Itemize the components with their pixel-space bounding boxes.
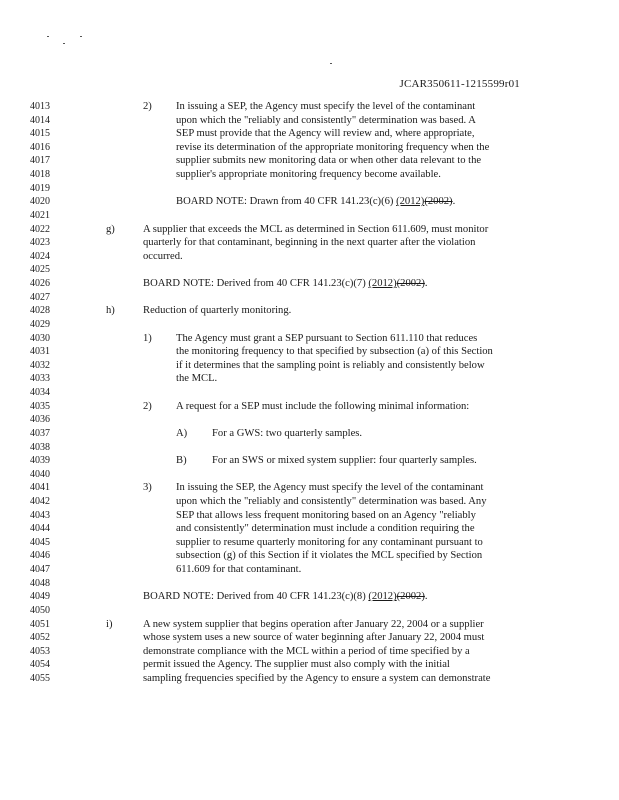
line-number: 4044 [30, 523, 50, 535]
line-number: 4039 [30, 455, 50, 467]
line-number: 4030 [30, 332, 50, 344]
deleted-text: (2002) [396, 278, 425, 290]
line-number: 4045 [30, 536, 50, 548]
inserted-text: (2012) [396, 196, 425, 208]
document-line [0, 645, 619, 659]
document-line [0, 495, 619, 509]
document-line [0, 168, 619, 182]
line-number: 4050 [30, 604, 50, 616]
line-number: 4020 [30, 196, 50, 208]
board-note: BOARD NOTE: Drawn from 40 CFR 141.23(c)(6) (2012)(2002). [176, 196, 456, 208]
line-text: In issuing the SEP, the Agency must specify the level of the contaminant [176, 482, 484, 494]
line-text: For an SWS or mixed system supplier: four quarterly samples. [212, 455, 477, 467]
line-number: 4014 [30, 114, 50, 126]
deleted-text: (2002) [424, 196, 453, 208]
line-number: 4023 [30, 237, 50, 249]
line-number: 4018 [30, 169, 50, 181]
line-number: 4022 [30, 223, 50, 235]
scan-speck [80, 36, 82, 37]
line-number: 4046 [30, 550, 50, 562]
line-text: demonstrate compliance with the MCL within a period of time specified by a [143, 645, 470, 657]
line-number: 4031 [30, 346, 50, 358]
line-number: 4013 [30, 101, 50, 112]
section-marker: A) [176, 427, 188, 439]
document-id: JCAR350611-1215599r01 [399, 78, 520, 90]
document-line [0, 658, 619, 672]
document-line [0, 563, 619, 577]
line-text: whose system uses a new source of water beginning after January 22, 2004 must [143, 632, 485, 644]
line-number: 4048 [30, 577, 50, 589]
line-text: In issuing a SEP, the Agency must specify the level of the contaminant [176, 101, 476, 112]
line-number: 4015 [30, 128, 50, 140]
line-number: 4021 [30, 209, 50, 221]
line-number: 4042 [30, 495, 50, 507]
section-marker: B) [176, 455, 187, 467]
line-number: 4016 [30, 141, 50, 153]
document-line [0, 263, 619, 277]
document-line [0, 100, 619, 114]
line-text: 611.609 for that contaminant. [176, 564, 302, 576]
scan-speck [63, 43, 65, 44]
section-marker: 1) [143, 332, 152, 344]
document-line [0, 427, 619, 441]
line-text: if it determines that the sampling point is reliably and consistently below [176, 359, 485, 371]
line-number: 4034 [30, 387, 50, 399]
line-number: 4019 [30, 182, 50, 194]
document-line [0, 413, 619, 427]
line-text: revise its determination of the appropriate monitoring frequency when the [176, 141, 490, 153]
inserted-text: (2012) [368, 278, 397, 290]
document-line [0, 536, 619, 550]
document-line [0, 590, 619, 604]
section-marker: 3) [143, 482, 152, 494]
document-line [0, 318, 619, 332]
line-text: A new system supplier that begins operation after January 22, 2004 or a supplier [143, 618, 484, 630]
document-line [0, 618, 619, 632]
scan-speck [330, 63, 332, 64]
section-marker: 2) [143, 101, 152, 112]
document-line [0, 454, 619, 468]
document-line [0, 154, 619, 168]
document-line [0, 509, 619, 523]
document-line [0, 250, 619, 264]
line-text: A request for a SEP must include the following minimal information: [176, 400, 470, 412]
document-line [0, 441, 619, 455]
scan-speck [47, 36, 49, 37]
document-line [0, 345, 619, 359]
line-number: 4049 [30, 591, 50, 603]
document-line [0, 195, 619, 209]
line-number: 4053 [30, 645, 50, 657]
line-number: 4041 [30, 482, 50, 494]
board-note: BOARD NOTE: Derived from 40 CFR 141.23(c)(8) (2012)(2002). [143, 591, 428, 603]
document-line [0, 359, 619, 373]
document-line [0, 631, 619, 645]
line-text: A supplier that exceeds the MCL as determined in Section 611.609, must monitor [143, 223, 489, 235]
line-number: 4033 [30, 373, 50, 385]
line-text: supplier to resume quarterly monitoring for any contaminant pursuant to [176, 536, 483, 548]
line-number: 4036 [30, 414, 50, 426]
line-number: 4037 [30, 427, 50, 439]
document-line [0, 223, 619, 237]
line-text: SEP must provide that the Agency will review and, where appropriate, [176, 128, 475, 140]
line-text: The Agency must grant a SEP pursuant to Section 611.110 that reduces [176, 332, 478, 344]
line-text: occurred. [143, 250, 183, 262]
document-line [0, 672, 619, 686]
line-text: upon which the "reliably and consistently" determination was based. Any [176, 495, 487, 507]
line-text: supplier submits new monitoring data or when other data relevant to the [176, 155, 482, 167]
document-line [0, 127, 619, 141]
line-number: 4051 [30, 618, 50, 630]
line-number: 4029 [30, 318, 50, 330]
section-marker: 2) [143, 400, 152, 412]
line-number: 4024 [30, 250, 50, 262]
document-line [0, 468, 619, 482]
section-marker: h) [106, 305, 115, 317]
document-line [0, 332, 619, 346]
section-marker: g) [106, 223, 115, 235]
document-line [0, 291, 619, 305]
document-line [0, 386, 619, 400]
inserted-text: (2012) [368, 591, 397, 603]
line-number: 4043 [30, 509, 50, 521]
line-number: 4038 [30, 441, 50, 453]
line-number: 4054 [30, 659, 50, 671]
document-line [0, 481, 619, 495]
section-marker: i) [106, 618, 113, 630]
document-line [0, 236, 619, 250]
line-text: and consistently" determination must include a condition requiring the [176, 523, 475, 535]
line-text: For a GWS: two quarterly samples. [212, 427, 363, 439]
line-text: quarterly for that contaminant, beginning in the next quarter after the violation [143, 237, 476, 249]
line-number: 4032 [30, 359, 50, 371]
line-text: sampling frequencies specified by the Agency to ensure a system can demonstrate [143, 673, 491, 685]
line-text: upon which the "reliably and consistently" determination was based. A [176, 114, 476, 126]
document-line [0, 400, 619, 414]
document-line [0, 277, 619, 291]
line-text: supplier's appropriate monitoring frequency become available. [176, 169, 441, 181]
line-number: 4040 [30, 468, 50, 480]
line-number: 4035 [30, 400, 50, 412]
document-line [0, 577, 619, 591]
line-number: 4055 [30, 673, 50, 685]
document-line [0, 304, 619, 318]
document-line [0, 372, 619, 386]
deleted-text: (2002) [396, 591, 425, 603]
document-line [0, 604, 619, 618]
line-number: 4047 [30, 564, 50, 576]
line-text: SEP that allows less frequent monitoring based on an Agency "reliably [176, 509, 476, 521]
document-line [0, 522, 619, 536]
document-line [0, 141, 619, 155]
line-number: 4028 [30, 305, 50, 317]
line-number: 4017 [30, 155, 50, 167]
line-text: permit issued the Agency. The supplier must also comply with the initial [143, 659, 450, 671]
line-number: 4027 [30, 291, 50, 303]
line-text: the monitoring frequency to that specified by subsection (a) of this Section [176, 346, 493, 358]
line-text: subsection (g) of this Section if it violates the MCL specified by Section [176, 550, 483, 562]
document-line [0, 114, 619, 128]
line-text: Reduction of quarterly monitoring. [143, 305, 292, 317]
line-text: the MCL. [176, 373, 218, 385]
line-number: 4052 [30, 632, 50, 644]
document-line [0, 182, 619, 196]
document-line [0, 549, 619, 563]
line-number: 4026 [30, 278, 50, 290]
document-line [0, 209, 619, 223]
board-note: BOARD NOTE: Derived from 40 CFR 141.23(c)(7) (2012)(2002). [143, 278, 428, 290]
line-number: 4025 [30, 264, 50, 276]
